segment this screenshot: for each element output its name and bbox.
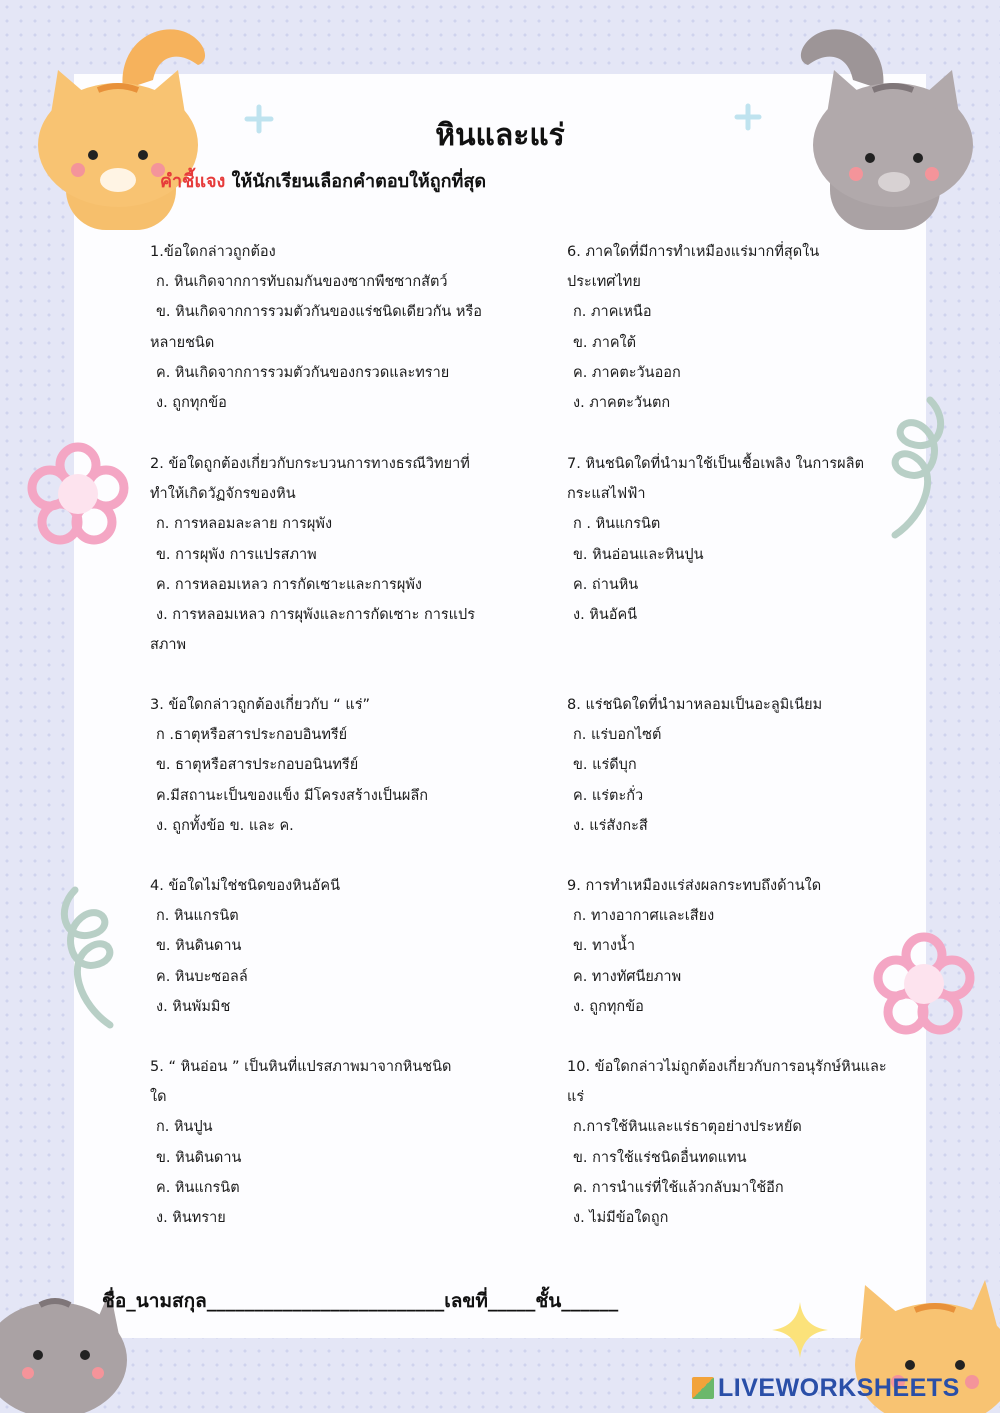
answer-option[interactable]: ง. หินอัคนี <box>573 607 638 624</box>
answer-option[interactable]: ข. หินดินดาน <box>156 938 242 955</box>
question-text: 3. ข้อใดกล่าวถูกต้องเกี่ยวกับ “ แร่” <box>150 697 371 713</box>
question-7 <box>567 449 897 630</box>
question-text: 7. หินชนิดใดที่นำมาใช้เป็นเชื้อเพลิง ในการผลิต <box>567 456 864 472</box>
answer-option[interactable]: ข. หินเกิดจากการรวมตัวกันของแร่ชนิดเดียวกัน หรือ <box>156 304 482 321</box>
question-5 <box>150 1052 480 1233</box>
question-text: 10. ข้อใดกล่าวไม่ถูกต้องเกี่ยวกับการอนุรักษ์หินและ <box>567 1059 887 1075</box>
answer-option[interactable]: ง. ถูกทุกข้อ <box>156 395 227 412</box>
answer-option[interactable]: ข. ทางน้ำ <box>573 938 635 955</box>
answer-option[interactable]: ข. หินอ่อนและหินปูน <box>573 546 704 563</box>
answer-option[interactable]: ง. แร่สังกะสี <box>573 817 648 834</box>
answer-option[interactable]: ข. แร่ดีบุก <box>573 757 637 774</box>
answer-option[interactable]: ค. การนำแร่ที่ใช้แล้วกลับมาใช้อีก <box>573 1179 784 1196</box>
answer-option[interactable]: ง. การหลอมเหลว การผุพังและการกัดเซาะ การแปร <box>156 607 476 624</box>
answer-option[interactable]: ก. การหลอมละลาย การผุพัง <box>156 516 333 533</box>
answer-option[interactable]: ง. ถูกทั้งข้อ ข. และ ค. <box>156 817 294 834</box>
question-text: 9. การทำเหมืองแร่ส่งผลกระทบถึงด้านใด <box>567 878 822 894</box>
answer-option[interactable]: ค. แร่ตะกั่ว <box>573 787 644 804</box>
answer-option[interactable]: ง. หินทราย <box>156 1210 226 1227</box>
question-text: แร่ <box>567 1089 585 1106</box>
instruction-label: คำชี้แจง <box>160 171 226 192</box>
pink-flower-left <box>28 440 128 545</box>
question-3 <box>150 690 480 841</box>
question-text: ประเทศไทย <box>567 274 641 291</box>
answer-option[interactable]: ก. แร่บอกไซต์ <box>573 727 662 744</box>
question-text: 2. ข้อใดถูกต้องเกี่ยวกับกระบวนการทางธรณีวิทยาที่ <box>150 456 470 472</box>
question-9 <box>567 871 897 1022</box>
question-text: 4. ข้อใดไม่ใช่ชนิดของหินอัคนี <box>150 878 340 894</box>
question-text: 1.ข้อใดกล่าวถูกต้อง <box>150 244 276 260</box>
answer-option[interactable]: ง. ไม่มีข้อใดถูก <box>573 1210 669 1227</box>
green-swirl-left <box>55 885 125 1035</box>
sparkle-icon <box>770 1300 830 1360</box>
brand-logo <box>692 1374 960 1403</box>
question-text: ทำให้เกิดวัฏจักรของหิน <box>150 486 296 503</box>
answer-option[interactable]: ค.มีสถานะเป็นของแข็ง มีโครงสร้างเป็นผลึก <box>156 787 429 804</box>
answer-option[interactable]: ข. การผุพัง การแปรสภาพ <box>156 546 317 563</box>
question-text: 8. แร่ชนิดใดที่นำมาหลอมเป็นอะลูมิเนียม <box>567 697 823 713</box>
answer-option[interactable]: ค. การหลอมเหลว การกัดเซาะและการผุพัง <box>156 576 422 593</box>
answer-option[interactable]: ค. หินบะซอลล์ <box>156 968 248 985</box>
answer-option[interactable]: ค. หินแกรนิต <box>156 1179 240 1196</box>
answer-option[interactable]: ก .ธาตุหรือสารประกอบอินทรีย์ <box>156 727 348 744</box>
answer-option[interactable]: ค. หินเกิดจากการรวมตัวกันของกรวดและทราย <box>156 364 450 381</box>
question-8 <box>567 690 897 841</box>
answer-option[interactable]: ก. หินแกรนิต <box>156 908 239 925</box>
question-text: กระแสไฟฟ้า <box>567 486 646 503</box>
answer-option[interactable]: ก. ทางอากาศและเสียง <box>573 908 715 925</box>
answer-option: หลายชนิด <box>150 334 215 351</box>
answer-option[interactable]: ง. ภาคตะวันตก <box>573 395 671 412</box>
question-2 <box>150 449 480 660</box>
question-6 <box>567 237 897 418</box>
question-1 <box>150 237 480 418</box>
answer-option[interactable]: ข. หินดินดาน <box>156 1149 242 1166</box>
instruction <box>160 166 486 195</box>
instruction-text: ให้นักเรียนเลือกคำตอบให้ถูกที่สุด <box>225 171 487 192</box>
page-title: หินและแร่ <box>435 118 565 153</box>
question-10 <box>567 1052 897 1233</box>
answer-option[interactable]: ง. หินพัมมิช <box>156 998 231 1015</box>
question-text: ใด <box>150 1089 167 1106</box>
answer-option[interactable]: ข. ธาตุหรือสารประกอบอนินทรีย์ <box>156 757 359 774</box>
answer-option[interactable]: ก. หินปูน <box>156 1119 213 1136</box>
answer-option[interactable]: ก. ภาคเหนือ <box>573 304 652 321</box>
answer-option[interactable]: ก. หินเกิดจากการทับถมกันของซากพืชซากสัตว์ <box>156 274 448 291</box>
question-4 <box>150 871 480 1022</box>
answer-option[interactable]: ก . หินแกรนิต <box>573 516 661 533</box>
answer-option[interactable]: ค. ถ่านหิน <box>573 576 639 593</box>
answer-option[interactable]: ข. ภาคใต้ <box>573 334 637 351</box>
answer-option[interactable]: ค. ทางทัศนียภาพ <box>573 968 682 985</box>
answer-option[interactable]: ก.การใช้หินและแร่ธาตุอย่างประหยัด <box>573 1119 802 1136</box>
answer-option[interactable]: ค. ภาคตะวันออก <box>573 364 681 381</box>
answer-option[interactable]: ง. ถูกทุกข้อ <box>573 998 644 1015</box>
brand-icon <box>692 1377 714 1399</box>
name-field-line[interactable]: ชื่อ_นามสกุล_________________________เลขที่_____ชั้น______ <box>102 1290 619 1312</box>
brand-text: LIVEWORKSHEETS <box>718 1374 960 1402</box>
question-text: 6. ภาคใดที่มีการทำเหมืองแร่มากที่สุดใน <box>567 244 820 260</box>
question-text: 5. “ หินอ่อน ” เป็นหินที่แปรสภาพมาจากหินชนิด <box>150 1059 452 1075</box>
answer-option[interactable]: ข. การใช้แร่ชนิดอื่นทดแทน <box>573 1149 747 1166</box>
answer-option: สภาพ <box>150 637 187 654</box>
